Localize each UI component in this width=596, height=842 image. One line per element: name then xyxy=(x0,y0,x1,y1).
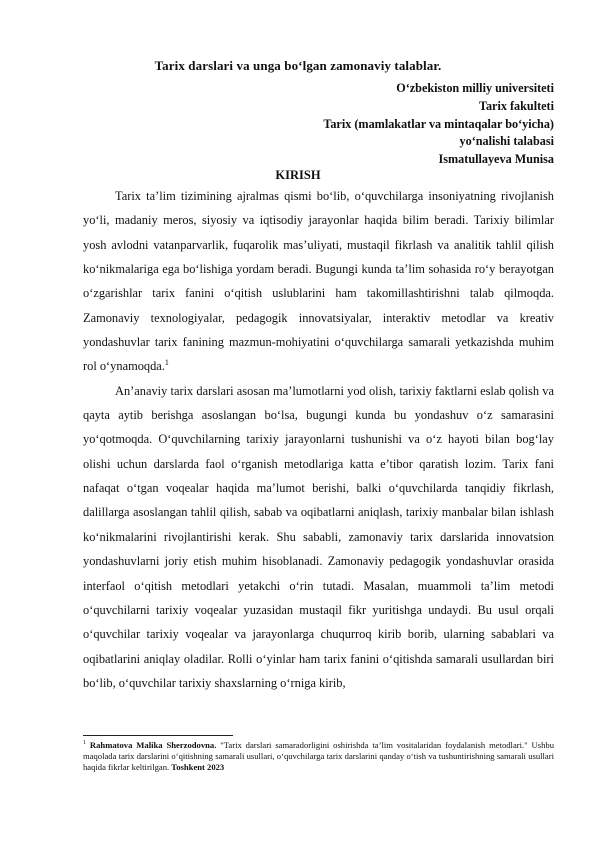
author-faculty: Tarix fakulteti xyxy=(478,98,554,113)
section-heading: KIRISH xyxy=(275,168,321,182)
footnote-number: 1 xyxy=(83,740,86,747)
footnote-reference[interactable]: 1 xyxy=(164,358,169,368)
author-name: Ismatullayeva Munisa xyxy=(438,152,554,167)
body-paragraph: An’anaviy tarix darslari asosan ma’lumotlarni yod olish, tarixiy faktlarni eslab qolish va qayta aytib berishga asoslangan bo‘lsa, bugungi kunda bu yondashuv o‘z samarasini yo‘qotmoqda. O‘quvchilarning tarixiy jarayonlarni tushunishi va o‘z hayoti bilan bog‘lay olishi uchun darslarda faol o‘rganish metodlariga katta e’tibor qaratish lozim. Tarix fani nafaqat o‘tgan voqealar haqida ma’lumot berishi, balki o‘quvchilarda tanqidiy fikrlash, dalillarga asoslangan tahlil qilish, sabab va oqibatlarni aniqlash, tarixiy manbalar bilan ishlash ko‘nikmalarini rivojlantirishi kerak. Shu sababli, zamonaviy tarix darslarida innovatsion yondashuvlarni joriy etish muhim hisoblanadi. Zamonaviy pedagogik yondashuvlar orasida interfaol o‘qitish metodlari yetakchi o‘rin tutadi. Masalan, muammoli ta’lim metodi o‘quvchilarni tarixiy voqealar yuzasidan mustaqil fikr yuritishga undaydi. Bu usul orqali o‘quvchilar tarixiy voqealar va jarayonlarga chuqurroq kirib borib, ularning sabablari va oqibatlarini aniqlay oladilar. Rolli o‘yinlar ham tarix fanini o‘qitishda samarali usullardan biri bo‘lib, o‘quvchilar tarixiy shaxslarning o‘rniga kirib, xyxy=(83,383,554,690)
footnote-place-year: Toshkent 2023 xyxy=(171,762,225,772)
footnote-text: "Tarix darslari samaradorligini oshirishda ta’lim vositalaridan foydalanish metodlari." Ushbu maqolada tarix darslarini o‘qitishning samarali usullari, o‘quvchilarga tarix darslarini qanday o‘tish va tushuntirishning samarali usullari haqida fikrlar keltirilgan. xyxy=(83,740,555,772)
footnote-author: Rahmatova Malika Sherzodovna. xyxy=(89,740,217,750)
article-title: Tarix darslari va unga bo‘lgan zamonaviy talablar. xyxy=(154,58,442,73)
author-university: O‘zbekiston milliy universiteti xyxy=(396,81,554,95)
paragraph-text: Tarix ta’lim tizimining ajralmas qismi bo‘lib, o‘quvchilarga insoniyatning rivojlanish yo‘li, madaniy meros, siyosiy va iqtisodiy jarayonlar haqida bilim beradi. Tarixiy bilimlar yosh avlodni vatanparvarlik, fuqarolik mas’uliyati, mustaqil fikrlash va analitik tahlil qilish ko‘nikmalariga ega bo‘lishiga yordam beradi. Bugungi kunda ta’lim sohasida ro‘y berayotgan o‘zgarishlar tarix fanini o‘qitish uslublarini ham takomillashtirishni talab qilmoqda. Zamonaviy texnologiyalar, pedagogik innovatsiyalar, interaktiv metodlar va kreativ yondashuvlar tarix fanining mazmun-mohiyatini o‘quvchilarga samarali yetkazishda muhim rol o‘ynamoqda. xyxy=(83,189,554,374)
author-role: yo‘nalishi talabasi xyxy=(459,134,554,149)
footnote xyxy=(83,740,554,773)
article-body xyxy=(83,184,554,695)
body-paragraph xyxy=(83,184,554,379)
footnote-divider xyxy=(83,735,233,736)
author-block xyxy=(154,80,554,169)
author-department: Tarix (mamlakatlar va mintaqalar bo‘yicha) xyxy=(323,116,554,131)
